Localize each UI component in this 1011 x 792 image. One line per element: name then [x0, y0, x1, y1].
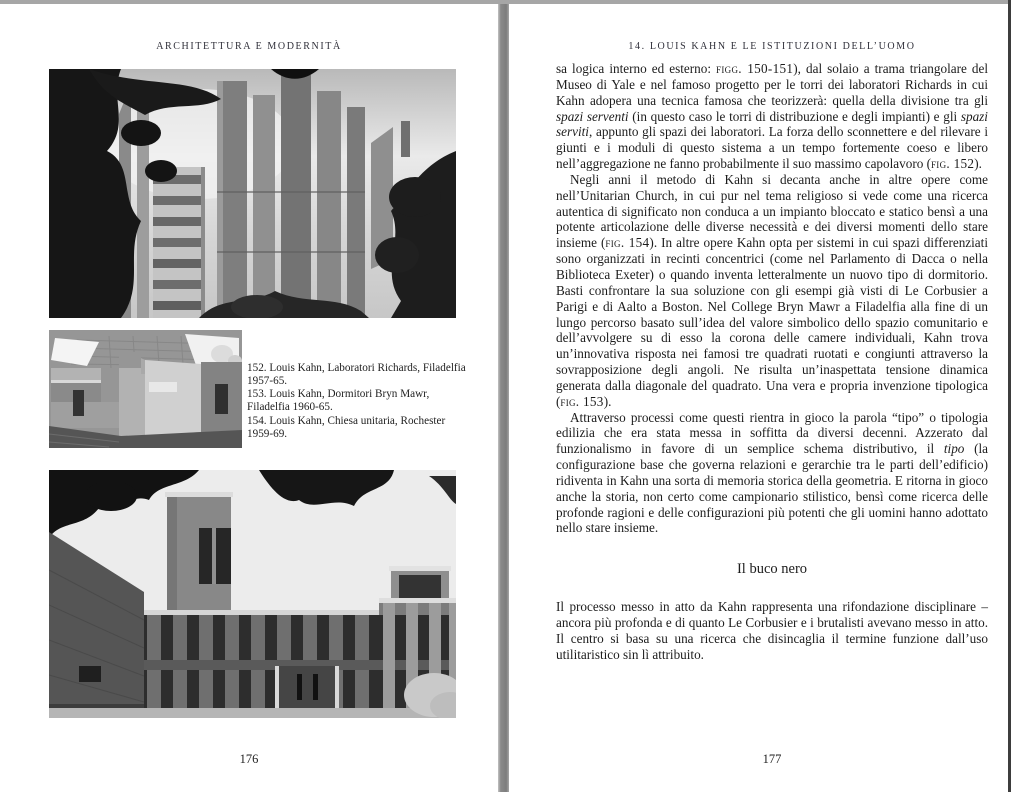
caption-154: 154. Louis Kahn, Chiesa unitaria, Rochester 1959-69. — [247, 414, 446, 440]
figure-captions — [247, 362, 473, 441]
interior-hall-illustration — [49, 330, 242, 448]
figure-interior-hall-photo — [49, 330, 242, 448]
body-paragraph: Negli anni il metodo di Kahn si decanta anche in altre opere come nell’Unitarian Church, in cui pur nel tema religioso si vede come una ricerca autentica di significato non conduca a un impianto bloccato e statico bensì a una potente articolazione delle diverse necessità e dei diversi momenti dello stare insieme (fig. 154). In altre opere Kahn opta per sistemi in cui spazi differenziati sono organizzati in recinti concentrici (come nel Parlamento di Dacca o nella Biblioteca Exeter) o quando inventa letteralmente un nuovo tipo di dormitorio. Basti confrontare la sua soluzione con gli esempi già visti di Le Corbusier a Parigi e di Aalto a Boston. Nel College Bryn Mawr a Filadelfia alla fine di un lungo percorso basato sull’idea del valore simbolico dello spazio comunitario e dell’avvolgere su di esso la corona delle camere individuali, Kahn trova un’innovativa risposta nei famosi tre quadrati ruotati e congiunti attraverso la sovrapposizione degli angoli. Ne risulta un’inaspettata tensione dinamica generata dalla diagonale del quadrato. Una vera e propria invenzione tipologica (fig. 153). — [556, 171, 988, 409]
figure-brick-colonnade-photo — [49, 470, 456, 718]
caption-152: 152. Louis Kahn, Laboratori Richards, Filadelfia 1957-65. — [247, 362, 466, 387]
left-running-head: ARCHITETTURA E MODERNITÀ — [156, 41, 342, 52]
right-running-head: 14. LOUIS KAHN E LE ISTITUZIONI DELL’UOMO — [628, 41, 916, 52]
brick-building-illustration — [49, 470, 456, 718]
richards-towers-illustration — [49, 69, 456, 318]
section-heading: Il buco nero — [736, 561, 808, 578]
caption-153: 153. Louis Kahn, Dormitori Bryn Mawr, Filadelfia 1960-65. — [247, 388, 430, 414]
left-page — [0, 0, 498, 792]
left-page-number: 176 — [239, 752, 259, 766]
body-paragraph: Il processo messo in atto da Kahn rappresenta una rifondazione disciplinare – ancora più profonda e di quanto Le Corbusier e i brutalisti avevano messo in atto. Il centro si basa su una ricerca che disincaglia il termine funzione dall’uso utilitaristico sin lì attribuito. — [556, 599, 988, 662]
figure-richards-laboratories-photo — [49, 69, 456, 318]
right-page — [509, 0, 1011, 792]
body-paragraph: sa logica interno ed esterno: figg. 150-151), dal solaio a trama triangolare del Museo di Yale e nel famoso progetto per le torri dei laboratori Richards in cui Kahn adopera una tecnica famosa che teorizzerà: quella della divisione tra gli spazi serventi (in questo caso le torri di distribuzione e degli impianti) e gli spazi serviti, appunto gli spazi dei laboratori. La forza dello sconnettere e del rilevare i giunti e i moduli di questo sistema a un tempo fortemente coeso e libero nell’aggregazione ne fanno probabilmente il suo massimo capolavoro (fig. 152). — [556, 61, 989, 172]
page-gutter — [498, 4, 509, 792]
body-text — [556, 61, 988, 663]
right-page-number: 177 — [762, 752, 782, 766]
body-paragraph: Attraverso processi come questi rientra in gioco la parola “tipo” o tipologia edilizia che era stata messa in soffitta da diversi decenni. Azzerato dal funzionalismo in favore di un semplice schema distributivo, il tipo (la configurazione base che governa relazioni e gerarchie tra le parti dell’edificio) ridiventa in Kahn una sorta di memoria storica della geometria. E ritorna in gioco anche la storia, non certo come campionario stilistico, bensì come ricerca delle profonde ragioni e delle configurazioni più potenti che gli uomini hanno adottato nello stare insieme. — [556, 409, 988, 536]
